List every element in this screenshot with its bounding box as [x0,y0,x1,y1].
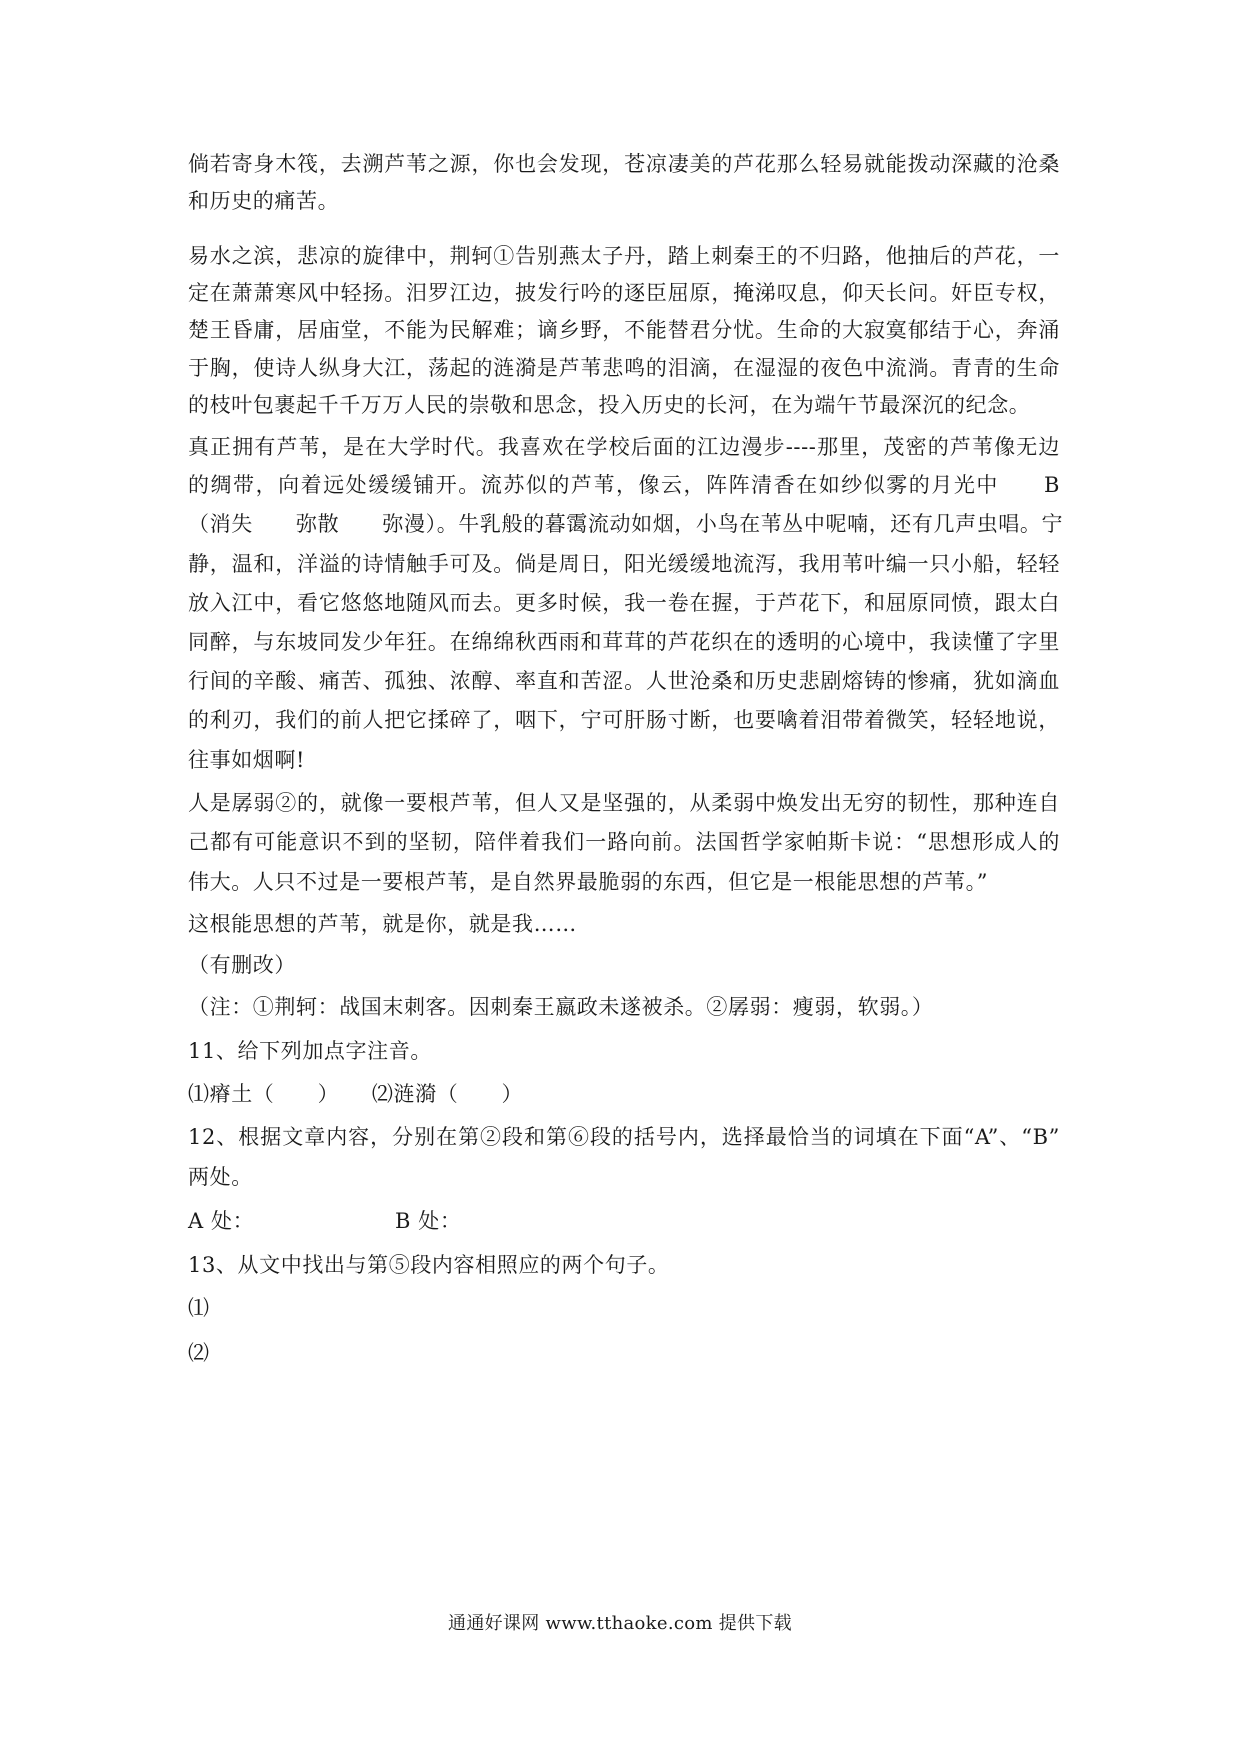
text-line: 同醉，与东坡同发少年狂。在绵绵秋西雨和茸茸的芦花织在的透明的心境中，我读懂了字里 [188,630,1060,654]
text-line: 往事如烟啊! [188,748,306,772]
page-footer: 通通好课网 www.tthaoke.com 提供下载 [448,1613,792,1634]
text-line: 静，温和，洋溢的诗情触手可及。倘是周日，阳光缓缓地流泻，我用苇叶编一只小船，轻轻 [188,552,1060,576]
question-13-answer-2: ⑵ [188,1341,210,1365]
question-13: 13、从文中找出与第⑤段内容相照应的两个句子。 [188,1253,670,1277]
text-line: 的绸带，向着远处缓缓铺开。流苏似的芦苇，像云，阵阵清香在如纱似雾的月光中 B [188,473,1060,497]
text-line: 定在萧萧寒风中轻扬。汨罗江边，披发行吟的逐臣屈原，掩涕叹息，仰天长问。奸臣专权， [188,281,1060,305]
text-line: 人是孱弱②的，就像一要根芦苇，但人又是坚强的，从柔弱中焕发出无穷的韧性，那种连自 [188,791,1060,815]
question-13-answer-1: ⑴ [188,1296,210,1320]
text-line: 和历史的痛苦。 [188,189,340,213]
text-line: 的利刃，我们的前人把它揉碎了，咽下，宁可肝肠寸断，也要噙着泪带着微笑，轻轻地说， [188,708,1060,732]
text-line: 易水之滨，悲凉的旋律中，荆轲①告别燕太子丹，踏上刺秦王的不归路，他抽后的芦花，一 [188,244,1060,268]
text-line: （有删改） [188,953,296,977]
text-line: 伟大。人只不过是一要根芦苇，是自然界最脆弱的东西，但它是一根能思想的芦苇。” [188,870,989,894]
text-line: 楚王昏庸，居庙堂，不能为民解难；谪乡野，不能替君分忧。生命的大寂寞郁结于心，奔涌 [188,318,1060,342]
text-line: 放入江中，看它悠悠地随风而去。更多时候，我一卷在握，于芦花下，和屈原同愤，跟太白 [188,591,1060,615]
question-11: 11、给下列加点字注音。 [188,1039,432,1063]
text-line: （注：①荆轲：战国末刺客。因刺秦王嬴政未遂被杀。②孱弱：瘦弱，软弱。） [188,995,934,1019]
question-12: 两处。 [188,1165,253,1189]
text-line: 己都有可能意识不到的坚韧，陪伴着我们一路向前。法国哲学家帕斯卡说：“思想形成人的 [188,830,1060,854]
text-line: 真正拥有芦苇，是在大学时代。我喜欢在学校后面的江边漫步----那里，茂密的芦苇像无边 [188,435,1060,459]
question-11-answer: ⑴瘠土（ ） ⑵涟漪（ ） [188,1082,524,1106]
question-12: 12、根据文章内容，分别在第②段和第⑥段的括号内，选择最恰当的词填在下面“A”、“B” [188,1125,1060,1149]
text-line: 于胸，使诗人纵身大江，荡起的涟漪是芦苇悲鸣的泪滴，在湿湿的夜色中流淌。青青的生命 [188,356,1060,380]
question-12-answer: A 处： B 处： [188,1209,462,1233]
text-line: 倘若寄身木筏，去溯芦苇之源，你也会发现，苍凉凄美的芦花那么轻易就能拨动深藏的沧桑 [188,152,1060,176]
text-line: 行间的辛酸、痛苦、孤独、浓醇、率直和苦涩。人世沧桑和历史悲剧熔铸的惨痛，犹如滴血 [188,669,1060,693]
text-line: 的枝叶包裹起千千万万人民的崇敬和思念，投入历史的长河，在为端午节最深沉的纪念。 [188,393,1031,417]
text-line: 这根能思想的芦苇，就是你，就是我…… [188,912,577,936]
text-line: （消失 弥散 弥漫）。牛乳般的暮霭流动如烟，小鸟在苇丛中呢喃，还有几声虫唱。宁 [188,512,1064,536]
